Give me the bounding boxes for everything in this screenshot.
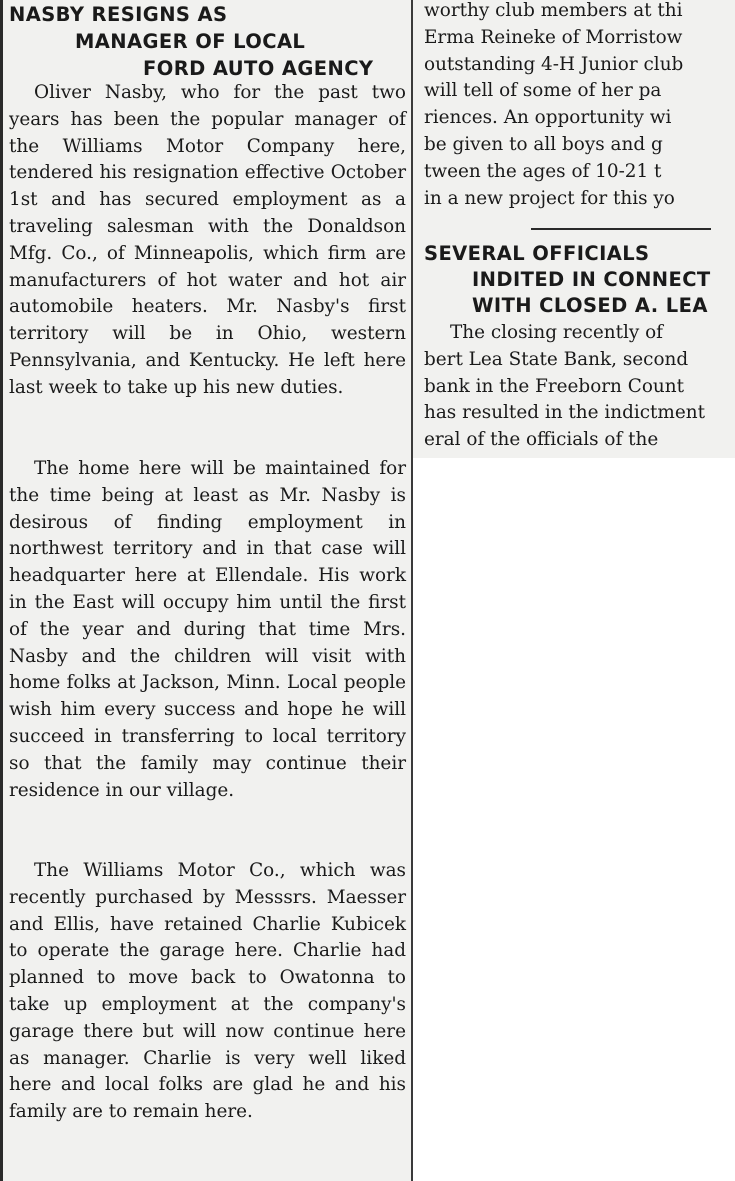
second-headline-line-3: WITH CLOSED A. LEA	[472, 294, 708, 317]
fragment-line: be given to all boys and g	[424, 133, 663, 155]
fragment-line: in a new project for this yo	[424, 187, 675, 209]
article-paragraph-2: The home here will be maintained for the time being at least as Mr. Nasby is desirous of finding employment in northwest territory and in that case will headquarter here at Ellendale. His work in the East will occupy him until the first of the year and during that time Mrs. Nasby and the children will visit with home folks at Jackson, Minn. Local people wish him every success and hope he will succeed in transferring to local territory so that the family may continue their residence in our village.	[9, 458, 406, 801]
second-body-line: eral of the officials of the	[424, 429, 659, 451]
second-body-line: bert Lea State Bank, second	[424, 348, 689, 370]
second-headline-line-2: INDITED IN CONNECT	[472, 268, 711, 291]
article-paragraph-1: Oliver Nasby, who for the past two years has been the popular manager of the Williams Motor Company here, tendered his resignation effective October 1st and has secured employment as a traveling salesman with the Donaldson Mfg. Co., of Minneapolis, which firm are manufacturers of hot water and hot air automobile heaters. Mr. Nasby's first territory will be in Ohio, western Pennsylvania, and Kentucky. He left here last week to take up his new duties.	[9, 82, 406, 398]
right-column-fragment	[413, 0, 735, 458]
fragment-line: tween the ages of 10-21 t	[424, 160, 662, 182]
fragment-line: will tell of some of her pa	[424, 80, 662, 102]
article-separator-rule	[531, 228, 711, 230]
headline-line-3: FORD AUTO AGENCY	[143, 57, 374, 80]
second-article-body	[424, 320, 735, 454]
article-paragraph-3: The Williams Motor Co., which was recently purchased by Messsrs. Maesser and Ellis, have retained Charlie Kubicek to operate the garage here. Charlie had planned to move back to Owatonna to take up employment at the company's garage there but will now continue here as manager. Charlie is very well liked here and local folks are glad he and his family are to remain here.	[9, 860, 406, 1123]
continued-article-fragment	[424, 0, 735, 212]
second-headline-line-1: SEVERAL OFFICIALS	[424, 242, 650, 265]
headline-line-2: MANAGER OF LOCAL	[75, 30, 306, 53]
second-body-line: has resulted in the indictment	[424, 402, 705, 424]
fragment-line: Erma Reineke of Morristow	[424, 26, 683, 48]
second-body-line: The closing recently of	[450, 322, 663, 343]
fragment-line: riences. An opportunity wi	[424, 107, 672, 129]
second-body-line: bank in the Freeborn Count	[424, 375, 684, 397]
fragment-line: worthy club members at thi	[424, 0, 683, 21]
fragment-line: outstanding 4-H Junior club	[424, 53, 684, 75]
headline-line-1: NASBY RESIGNS AS	[9, 3, 228, 26]
page-left-border	[0, 0, 3, 1181]
